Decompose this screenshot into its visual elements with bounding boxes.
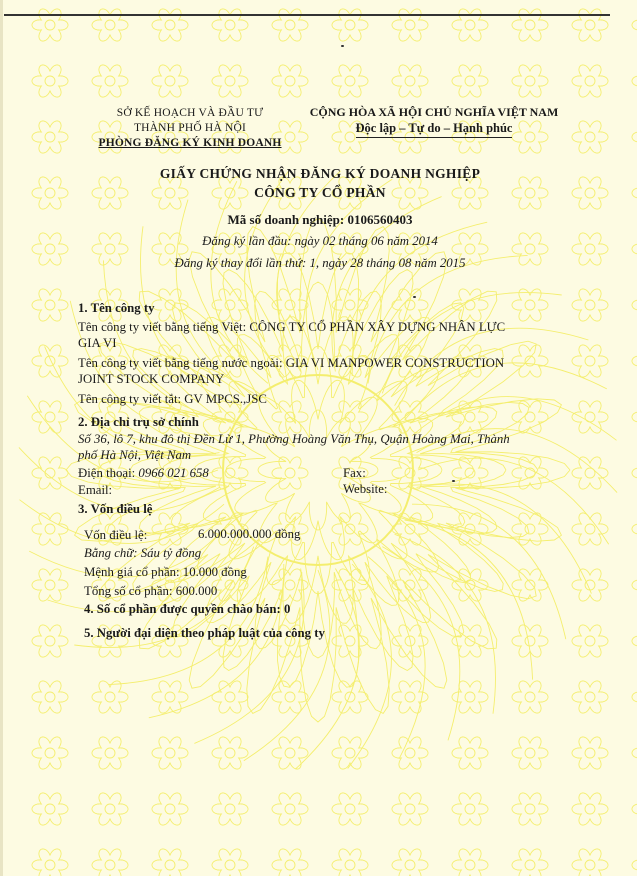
national-heading — [300, 104, 568, 138]
company-type-title: CÔNG TY CỔ PHẦN — [254, 185, 386, 200]
section-company-name-heading: 1. Tên công ty — [78, 301, 155, 315]
charter-capital-value: 6.000.000.000 đồng — [198, 527, 301, 541]
company-short-name: Tên công ty viết tắt: GV MPCS.,JSC — [78, 392, 267, 406]
company-name-foreign-cont: JOINT STOCK COMPANY — [78, 372, 225, 386]
change-registration-date: Đăng ký thay đổi lần thứ: 1, ngày 28 tháng 08 năm 2015 — [174, 256, 466, 270]
section-charter-capital-heading: 3. Vốn điều lệ — [78, 502, 153, 516]
top-border-line — [4, 14, 610, 16]
head-office-address: Số 36, lô 7, khu đô thị Đền Lừ 1, Phường Hoàng Văn Thụ, Quận Hoàng Mai, Thành — [78, 432, 510, 446]
country-name: CỘNG HÒA XÃ HỘI CHỦ NGHĨA VIỆT NAM — [309, 105, 559, 119]
company-name-vietnamese: Tên công ty viết bằng tiếng Việt: CÔNG TY CỔ PHẦN XÂY DỰNG NHÂN LỰC — [78, 320, 506, 334]
phone-label: Điện thoại: — [78, 466, 136, 480]
legal-representative-heading: 5. Người đại diện theo pháp luật của công ty — [84, 626, 325, 640]
charter-capital-in-words: Bằng chữ: Sáu tỷ đồng — [84, 546, 202, 560]
scan-speck — [413, 296, 416, 298]
shares-offered-line: 4. Số cổ phần được quyền chào bán: 0 — [84, 602, 291, 616]
enterprise-code: Mã số doanh nghiệp: 0106560403 — [227, 212, 413, 227]
fax-label: Fax: — [343, 466, 366, 480]
certificate-title: GIẤY CHỨNG NHẬN ĐĂNG KÝ DOANH NGHIỆP — [159, 166, 481, 181]
email-label: Email: — [78, 483, 113, 497]
par-value: Mệnh giá cổ phần: 10.000 đồng — [84, 565, 247, 579]
phone-value: 0966 021 658 — [138, 466, 209, 480]
scan-speck — [341, 45, 344, 47]
issuer-department: SỞ KẾ HOẠCH VÀ ĐẦU TƯ — [116, 107, 264, 119]
scan-edge — [0, 0, 3, 876]
scan-speck — [452, 480, 455, 482]
company-name-foreign: Tên công ty viết bằng tiếng nước ngoài: GIA VI MANPOWER CONSTRUCTION — [78, 356, 505, 370]
phone-row — [78, 466, 209, 481]
total-shares: Tổng số cổ phần: 600.000 — [84, 584, 218, 598]
first-registration-date: Đăng ký lần đầu: ngày 02 tháng 06 năm 2014 — [202, 234, 438, 248]
national-motto: Độc lập – Tự do – Hạnh phúc — [356, 120, 513, 138]
issuer-office: PHÒNG ĐĂNG KÝ KINH DOANH — [98, 137, 282, 149]
issuer-block — [95, 106, 285, 151]
company-name-vietnamese-cont: GIA VI — [78, 336, 117, 350]
section-head-office-heading: 2. Địa chỉ trụ sở chính — [78, 415, 199, 429]
head-office-address-cont: phố Hà Nội, Việt Nam — [78, 448, 192, 462]
charter-capital-label: Vốn điều lệ: — [84, 528, 148, 542]
issuer-city: THÀNH PHỐ HÀ NỘI — [133, 122, 247, 134]
website-label: Website: — [343, 482, 388, 496]
